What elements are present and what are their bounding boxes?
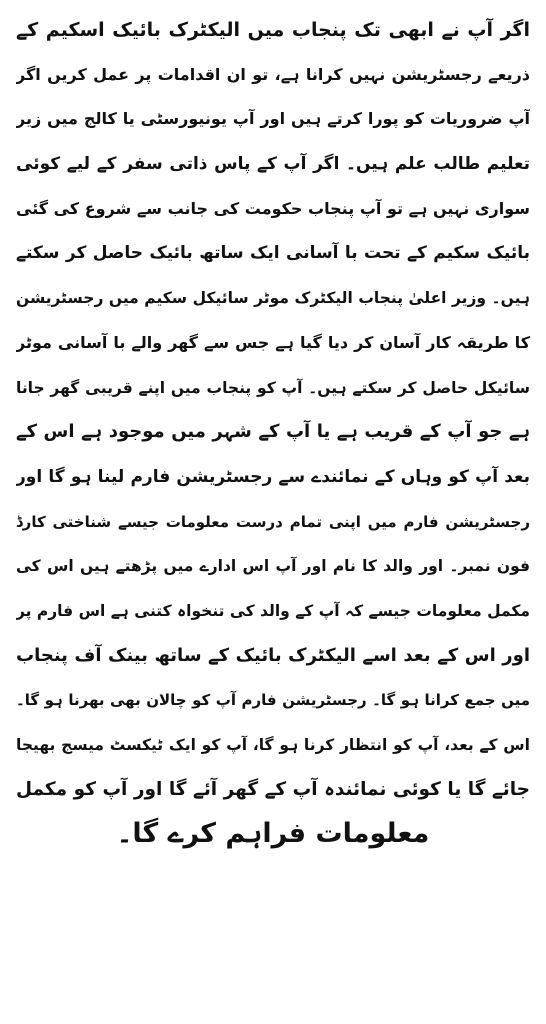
text-line: ہے جو آپ کے قریب ہے یا آپ کے شہر میں موجود ہے اس کے [16,421,530,443]
text-line: رجسٹریشن فارم میں اپنی تمام درست معلومات جیسے شناختی کارڈ [16,512,530,531]
text-line: اگر آپ نے ابھی تک پنجاب میں الیکٹرک بائیک اسکیم کے [16,19,530,41]
article-text [16,8,530,857]
text-line: فون نمبر۔ اور والد کا نام اور آپ اس ادارے میں پڑھتے ہیں اس کی [16,557,530,576]
text-line: اس کے بعد، آپ کو انتظار کرنا ہو گا، آپ کو ایک ٹیکسٹ میسج بھیجا [16,736,530,754]
text-line: جائے گا یا کوئی نمائندہ آپ کے گھر آئے گا اور آپ کو مکمل [16,778,530,800]
text-line: میں جمع کرانا ہو گا۔ رجسٹریشن فارم آپ کو چالان بھی بھرنا ہو گا۔ [16,691,530,710]
text-line: بعد آپ کو وہاں کے نمائندے سے رجسٹریشن فارم لینا ہو گا اور [16,466,530,487]
text-line: بائیک سکیم کے تحت با آسانی ایک ساتھ بائیک حاصل کر سکتے [16,243,530,264]
text-line: سواری نہیں ہے تو آپ پنجاب حکومت کی جانب سے شروع کی گئی [16,198,530,218]
text-line: سائیکل حاصل کر سکتے ہیں۔ آپ کو پنجاب میں اپنے قریبی گھر جانا [16,378,530,397]
text-line-last: معلومات فراہم کرے گا۔ [116,818,430,850]
text-line: مکمل معلومات جیسے کہ آپ کے والد کی تنخواہ کتنی ہے اس فارم پر [16,601,530,620]
text-line: ہیں۔ وزیر اعلیٰ پنجاب الیکٹرک موٹر سائیکل سکیم میں رجسٹریشن [16,289,530,308]
text-line: آپ ضروریات کو پورا کرتے ہیں اور آپ یونیورسٹی یا کالج میں زیر [16,109,530,129]
text-line: تعلیم طالب علم ہیں۔ اگر آپ کے پاس ذاتی سفر کے لیے کوئی [16,154,530,175]
text-line: اور اس کے بعد اسے الیکٹرک بائیک کے ساتھ بینک آف پنجاب [16,644,530,666]
text-line: ذریعے رجسٹریشن نہیں کرانا ہے، تو ان اقدامات پر عمل کریں اگر [16,64,530,84]
text-line: کا طریقہ کار آسان کر دیا گیا ہے جس سے گھر والے با آسانی موٹر [16,332,530,352]
